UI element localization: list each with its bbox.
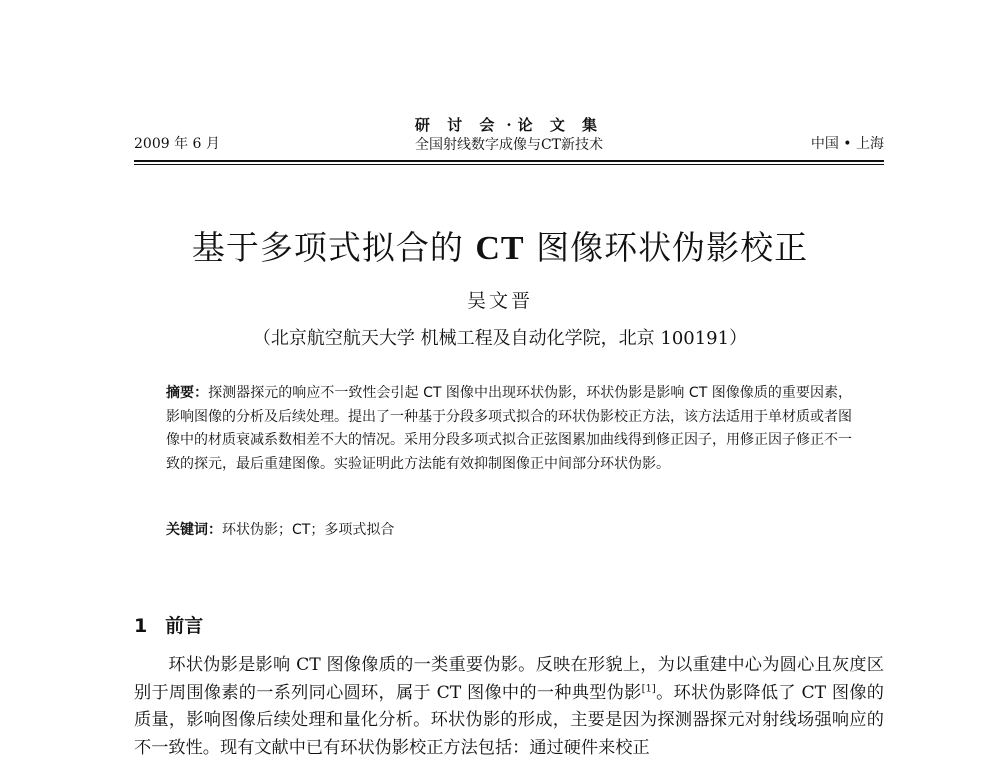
conference-name: 全国射线数字成像与CT新技术: [414, 137, 604, 153]
series-title: [134, 115, 884, 135]
paragraph-text-part1: 环状伪影是影响 CT 图像像质的一类重要伪影。反映在形貌上，为以重建中心为圆心且灰度区别于周围像素的一系列同心圆环，属于 CT 图像中的一种典型伪影: [134, 655, 884, 703]
header-date: 2009 年 6 月: [134, 136, 220, 152]
abstract: [166, 382, 852, 476]
series-title-part1: 研 讨 会: [414, 116, 501, 134]
title-en: CT: [475, 230, 525, 267]
section-number: 1: [134, 615, 148, 637]
header-location: 中国 • 上海: [810, 136, 884, 152]
paper-affiliation: （北京航空航天大学 机械工程及自动化学院，北京 100191）: [252, 328, 748, 349]
section-body: [134, 652, 884, 760]
abstract-text: 探测器探元的响应不一致性会引起 CT 图像中出现环状伪影，环状伪影是影响 CT 图像像质的重要因素，影响图像的分析及后续处理。提出了一种基于分段多项式拟合的环状伪影校正方法，该方法适用于单材质或者图像中的材质衰减系数相差不大的情况。采用分段多项式拟合正弦图累加曲线得到修正因子，用修正因子修正不一致的探元，最后重建图像。实验证明此方法能有效抑制图像正中间部分环状伪影。: [166, 385, 853, 472]
running-header: [134, 115, 884, 165]
keywords-label: 关键词：: [166, 522, 222, 538]
header-rule: [134, 160, 884, 162]
series-title-part2: 论 文 集: [517, 116, 604, 134]
section-heading: [134, 612, 203, 640]
abstract-label: 摘要：: [166, 385, 209, 401]
paper-author: 吴文晋: [466, 290, 533, 312]
series-dot: ·: [506, 116, 512, 134]
body-paragraph: [134, 652, 884, 760]
keywords: [166, 518, 852, 542]
header-center: [134, 115, 884, 155]
section-title: 前言: [165, 615, 204, 637]
title-part1: 基于多项式拟合的: [191, 228, 464, 267]
paragraph-text-part2: 。环状伪影降低了 CT 图像的质量，影响图像后续处理和量化分析。环状伪影的形成，主要是因为探测器探元对射线场强响应的不一致性。现有文献中已有环状伪影校正方法包括：通过硬件来校正: [134, 682, 884, 758]
keywords-text: 环状伪影；CT；多项式拟合: [222, 522, 395, 538]
title-part2: 图像环状伪影校正: [536, 228, 809, 267]
header-rule-thin: [134, 164, 884, 165]
citation-ref[interactable]: [1]: [641, 682, 656, 694]
paper-title: [0, 226, 1000, 271]
